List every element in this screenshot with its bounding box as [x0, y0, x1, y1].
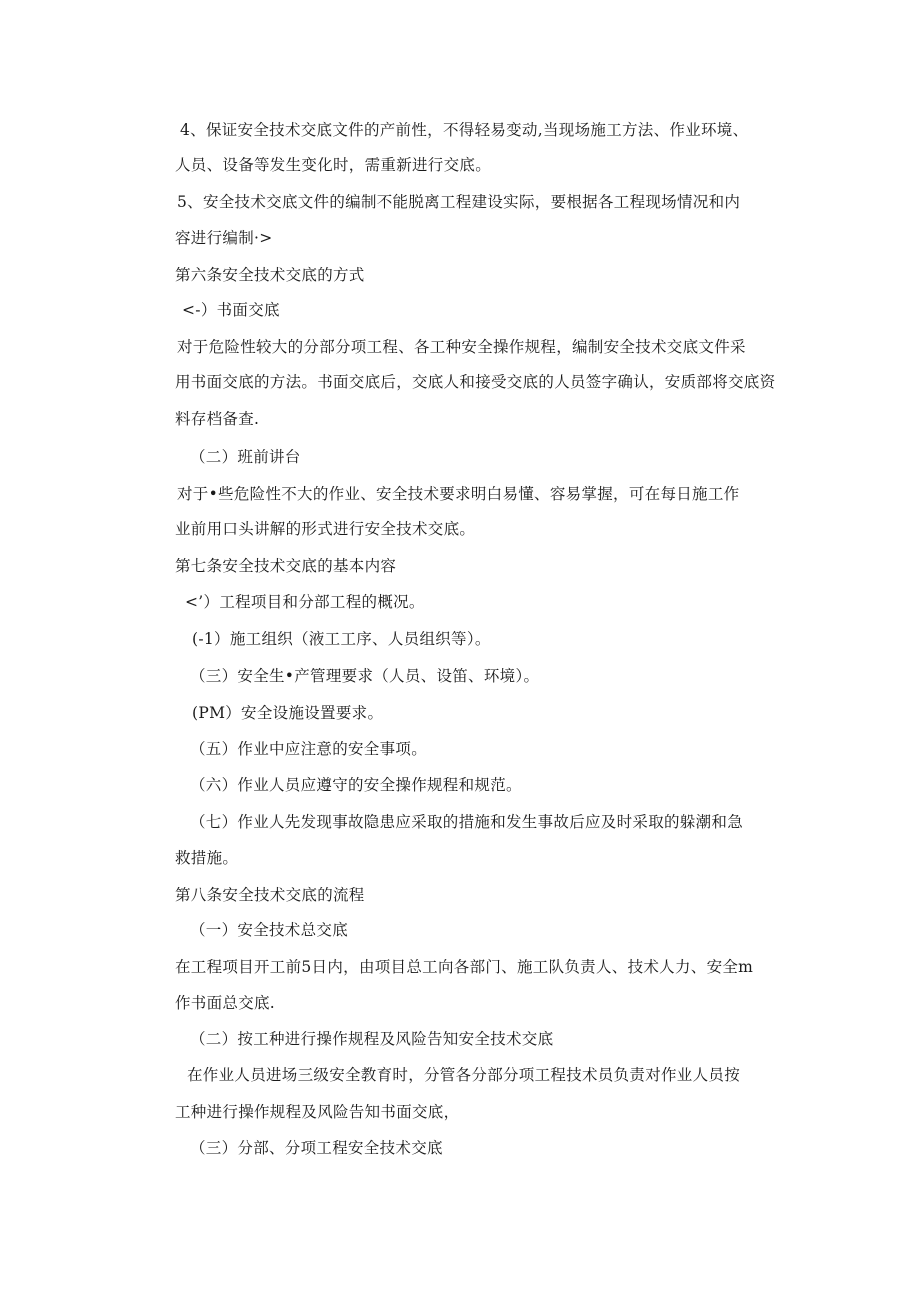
paragraph-item-4-line-1: 4、保证安全技术交底文件的产前性，不得轻易变动,当现场施工方法、作业环境、 — [180, 121, 749, 139]
content-item-7-line-2: 救措施。 — [175, 849, 239, 867]
paragraph-trade-line-2: 工种进行操作规程及风险告知书面交底， — [175, 1103, 460, 1121]
content-item-6: （六）作业人员应遵守的安全操作规程和规范。 — [190, 776, 522, 794]
content-item-4: (PM）安全设施设置要求。 — [192, 704, 384, 722]
paragraph-trade-line-1: 在作业人员进场三级安全教育时，分管各分部分项工程技术员负责对作业人员按 — [187, 1066, 741, 1084]
paragraph-written-line-3: 料存档备查. — [175, 410, 260, 428]
paragraph-general-line-2: 作书面总交底. — [175, 994, 276, 1012]
article-6-heading: 第六条安全技术交底的方式 — [175, 266, 365, 284]
subheading-pre-shift-talk: （二）班前讲台 — [190, 448, 301, 466]
content-item-7-line-1: （七）作业人先发现事故隐患应采取的措施和发生事故后应及时采取的躲潮和急 — [190, 813, 744, 831]
content-item-2: (-1）施工组织（液工工序、人员组织等）。 — [192, 630, 491, 648]
paragraph-item-4-line-2: 人员、设备等发生变化时，需重新进行交底。 — [175, 156, 492, 174]
paragraph-pre-shift-line-1: 对于•些危险性不大的作业、安全技术要求明白易懂、容易掌握，可在每日施工作 — [177, 485, 740, 503]
paragraph-pre-shift-line-2: 业前用口头讲解的形式进行安全技术交底。 — [175, 520, 476, 538]
paragraph-item-5-line-2: 容进行编制·> — [175, 229, 273, 247]
article-8-heading: 第八条安全技术交底的流程 — [175, 886, 365, 904]
content-item-1: <’）工程项目和分部工程的概况。 — [185, 593, 425, 611]
content-item-3: （三）安全生•产管理要求（人员、设笛、环境）。 — [190, 667, 540, 685]
content-item-5: （五）作业中应注意的安全事项。 — [190, 740, 428, 758]
paragraph-written-line-1: 对于危险性较大的分部分项工程、各工种安全操作规程，编制安全技术交底文件采 — [177, 338, 746, 356]
subheading-trade-disclosure: （二）按工种进行操作规程及风险告知安全技术交底 — [190, 1030, 554, 1048]
paragraph-written-line-2: 用书面交底的方法。书面交底后，交底人和接受交底的人员签字确认，安质部将交底资 — [175, 373, 776, 391]
subheading-written-disclosure: <-）书面交底 — [182, 301, 280, 319]
subheading-subproject-disclosure: （三）分部、分项工程安全技术交底 — [190, 1139, 443, 1157]
paragraph-item-5-line-1: 5、安全技术交底文件的编制不能脱离工程建设实际，要根据各工程现场情况和内 — [177, 193, 741, 211]
article-7-heading: 第七条安全技术交底的基本内容 — [175, 557, 397, 575]
paragraph-general-line-1: 在工程项目开工前5日内，由项目总工向各部门、施工队负责人、技术人力、安全m — [175, 958, 754, 976]
subheading-general-disclosure: （一）安全技术总交底 — [190, 921, 349, 939]
